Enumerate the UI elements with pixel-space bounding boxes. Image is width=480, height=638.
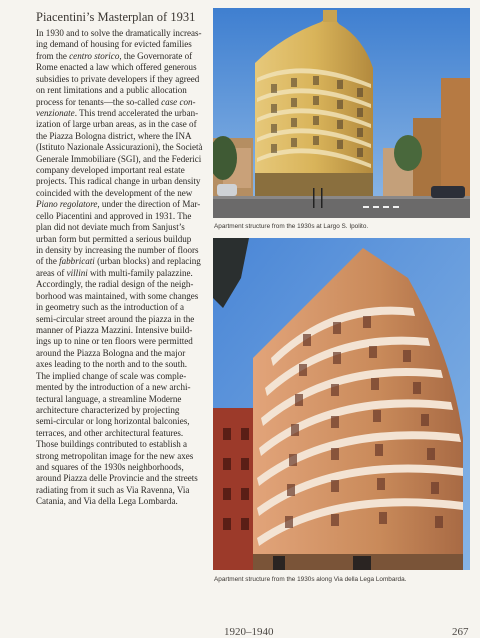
photo-apartment-via-della-lega-lombarda <box>213 238 470 570</box>
body-line: Those buildings contributed to establish a <box>36 439 188 450</box>
body-line: urban form but permitted a serious buildup <box>36 233 192 244</box>
body-line: Piano regolatore, under the direction of Mar- <box>36 199 201 210</box>
body-line: axes leading to the north and to the south. <box>36 359 188 370</box>
body-line: terraces, and other architectural features. <box>36 427 184 438</box>
body-line: in geometry such as the introduction of a <box>36 302 184 313</box>
body-line: Rome enacted a law which offered generous <box>36 62 197 73</box>
running-footer-period: 1920–1940 <box>224 626 274 638</box>
body-line: venzionate. This trend accelerated the urban- <box>36 107 199 118</box>
body-line: from the centro storico, the Governorate of <box>36 50 193 61</box>
body-line: borhood was maintained, with some changes <box>36 290 199 301</box>
body-line: areas of villini with multi-family palazzine. <box>36 267 193 278</box>
body-line: projects. This radical change in urban density <box>36 176 201 187</box>
body-line: process for tenants—the so-called case con- <box>36 96 196 107</box>
body-line: strong metropolitan image for the new axes <box>36 450 194 461</box>
body-line: mented by the introduction of a new archi- <box>36 382 191 393</box>
body-line: of the fabbricati (urban blocks) and replacing <box>36 256 201 267</box>
body-line: around Piazza delle Provincie and the streets <box>36 473 198 484</box>
body-line: Catania, and Via della Lega Lombarda. <box>36 496 178 507</box>
body-paragraph <box>36 28 204 508</box>
body-line: radiating from it such as Via Ravenna, Via <box>36 484 190 495</box>
body-line: coincided with the development of the new <box>36 187 193 198</box>
body-line: (Istituto Nazionale Assicurazioni), the Società <box>36 142 203 153</box>
body-line: and squares of the 1930s neighborhoods, <box>36 462 184 473</box>
body-line: Accordingly, the radial design of the neigh- <box>36 279 194 290</box>
body-line: ings up to nine or ten floors were permitted <box>36 336 193 347</box>
body-line: tectural language, a streamline Moderne <box>36 393 182 404</box>
body-line: manner of Piazza Mazzini. Intensive build- <box>36 324 193 335</box>
body-line: In 1930 and to solve the dramatically increas- <box>36 28 202 38</box>
body-line: semi-circular or long horizontal balconies, <box>36 416 190 427</box>
body-line: semi-circular street around the piazza in the <box>36 313 195 324</box>
photo-caption-1: Apartment structure from the 1930s at Largo S. Ipolito. <box>214 223 369 230</box>
body-line: The implied change of scale was comple- <box>36 370 187 381</box>
photo-caption-2: Apartment structure from the 1930s along Via della Lega Lombarda. <box>214 576 407 583</box>
body-line: in density by increasing the number of floors <box>36 245 199 256</box>
body-line: Generale Immobiliare (SGI), and the Federici <box>36 153 202 164</box>
body-line: around the Piazza Bologna and the major <box>36 347 186 358</box>
photo-apartment-largo-s-ipolito <box>213 8 470 218</box>
body-line: company developed important real estate <box>36 165 185 176</box>
section-heading: Piacentini’s Masterplan of 1931 <box>36 10 196 24</box>
body-line: cello Piacentini and approved in 1931. The <box>36 210 192 221</box>
body-line: plan did not deviate much from Sanjust’s <box>36 222 185 233</box>
body-line: subsidies to private developers if they agreed <box>36 73 200 84</box>
body-line: architecture characterized by projecting <box>36 404 180 415</box>
body-line: the Piazza Bologna district, where the INA <box>36 130 192 141</box>
body-line: ing demand of housing for evicted families <box>36 39 192 50</box>
page-number: 267 <box>452 626 469 638</box>
body-line: on rent limitations and a public allocation <box>36 85 187 96</box>
body-line: ization of large urban areas, as in the case of <box>36 119 197 130</box>
